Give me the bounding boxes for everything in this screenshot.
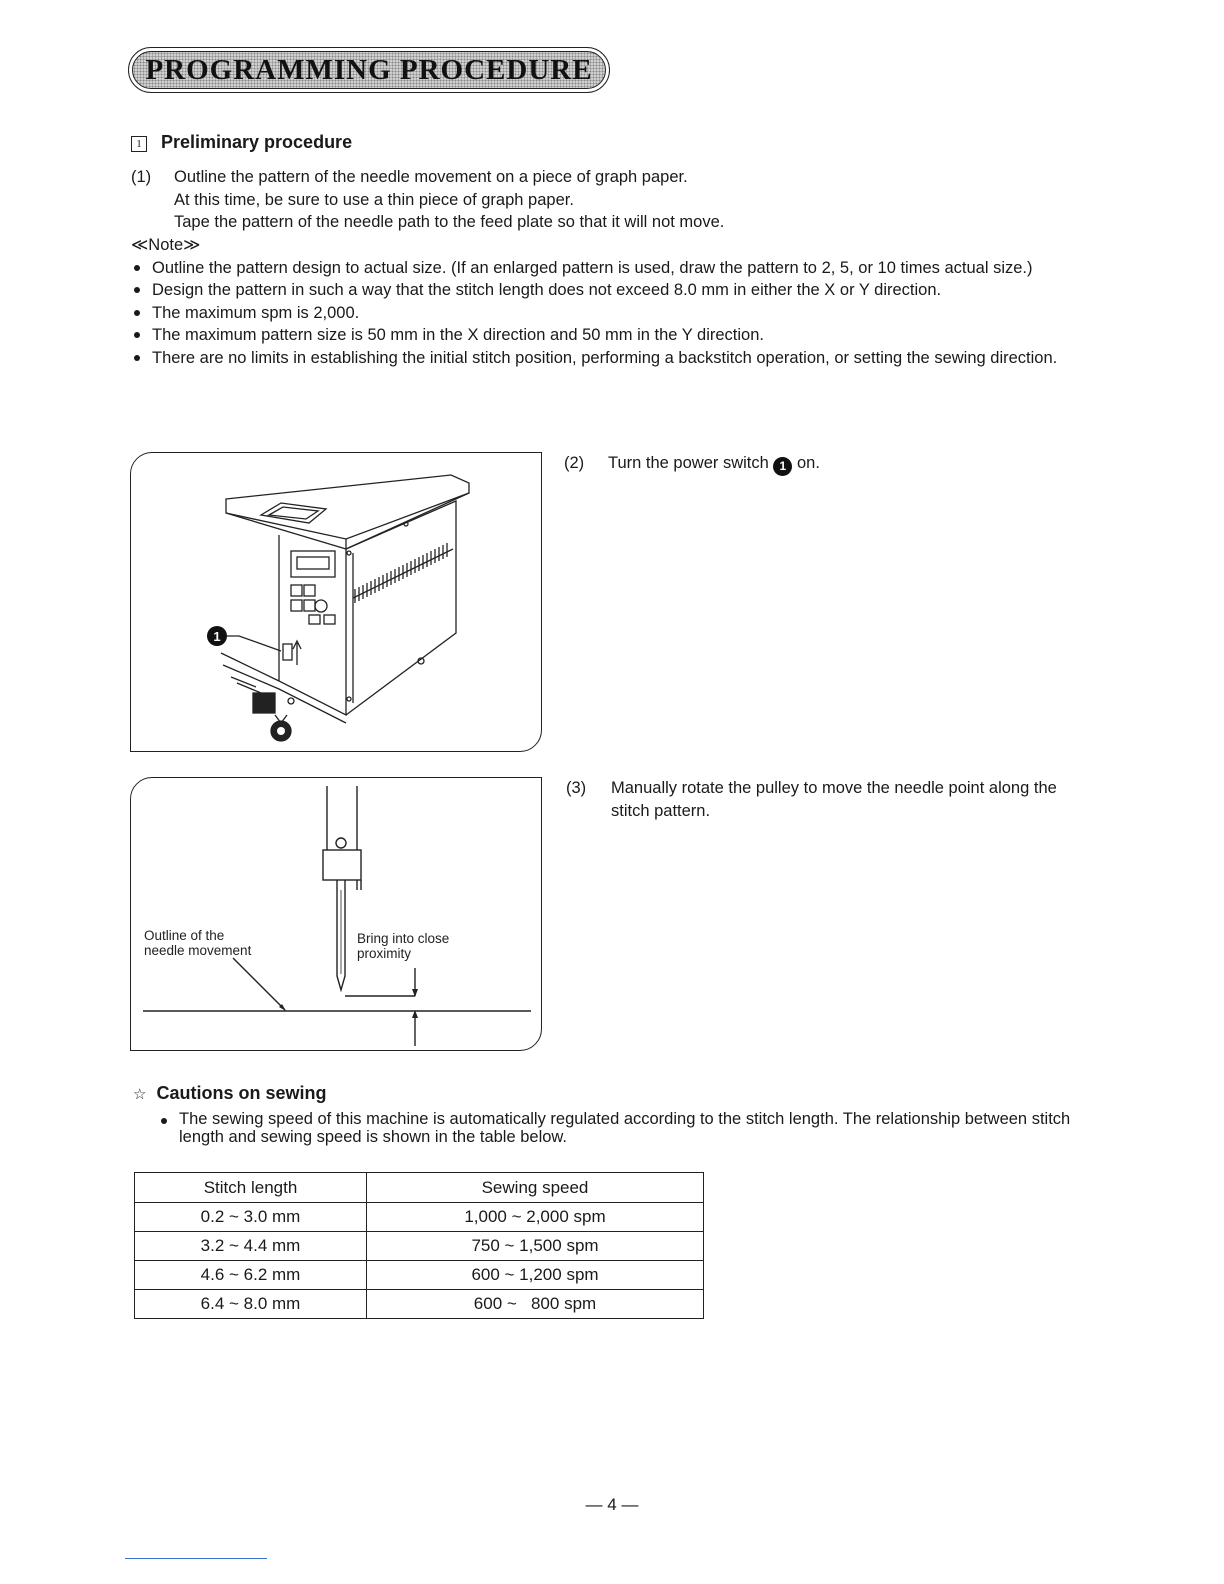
step-1-line-3: Tape the pattern of the needle path to the feed plate so that it will not move. [174,213,725,231]
star-icon: ☆ [133,1086,147,1103]
title-banner [128,47,610,93]
section-heading [131,132,352,153]
section-heading-text: Preliminary procedure [161,132,353,152]
needle-illustration [131,778,540,1049]
note-block [131,234,1091,369]
note-item: Design the pattern in such a way that the stitch length does not exceed 8.0 mm in either the X or Y direction. [131,279,1091,302]
label-outline-line-1: Outline of the [144,928,225,943]
speed-table [134,1172,704,1319]
figure-power-switch [130,452,542,752]
table-row [135,1203,704,1232]
step-2-text-end: on. [796,454,820,472]
table-cell: 4.6 ~ 6.2 mm [135,1261,367,1290]
cautions-heading-text: Cautions on sewing [156,1083,327,1103]
table-row [135,1232,704,1261]
table-cell: 600 ~ 1,200 spm [367,1261,704,1290]
table-header-row [135,1173,704,1203]
table-cell: 1,000 ~ 2,000 spm [367,1203,704,1232]
title-banner-inner [132,51,606,89]
table-header-sewing-speed: Sewing speed [367,1173,704,1203]
cautions-item: The sewing speed of this machine is automatically regulated according to the stitch length. The relationship between stitch length and sewing speed is shown in the table below. [158,1110,1098,1146]
note-item: The maximum spm is 2,000. [131,302,1091,325]
table-row [135,1290,704,1319]
page-title: PROGRAMMING PROCEDURE [145,53,593,86]
machine-cabinet-illustration [131,453,540,750]
note-item: Outline the pattern design to actual size. (If an enlarged pattern is used, draw the pattern to 2, 5, or 10 times actual size.) [131,257,1091,280]
step-2-number: (2) [564,454,585,472]
step-1-number: (1) [131,168,152,186]
label-proximity-line-1: Bring into close [357,931,450,946]
table-cell: 6.4 ~ 8.0 mm [135,1290,367,1319]
footer-rule [125,1558,267,1559]
step-3 [566,777,1096,822]
vent-slots [355,543,447,603]
table-cell: 3.2 ~ 4.4 mm [135,1232,367,1261]
note-item: There are no limits in establishing the initial stitch position, performing a backstitch operation, or setting the sewing direction. [131,347,1091,370]
table-cell: 0.2 ~ 3.0 mm [135,1203,367,1232]
step-3-text: Manually rotate the pulley to move the needle point along the stitch pattern. [611,779,1057,820]
figure-needle-movement [130,777,542,1051]
power-switch-marker-label: 1 [779,459,787,473]
table-header-stitch-length: Stitch length [135,1173,367,1203]
step-1-line-1: Outline the pattern of the needle movement on a piece of graph paper. [174,168,688,186]
label-proximity-line-2: proximity [357,946,412,961]
cautions-heading [133,1083,326,1104]
note-item: The maximum pattern size is 50 mm in the X direction and 50 mm in the Y direction. [131,324,1091,347]
callout-marker-label: 1 [213,629,221,644]
page-number: — 4 — [585,1495,639,1514]
label-outline-line-2: needle movement [144,943,252,958]
step-1 [131,166,1091,234]
step-3-number: (3) [566,779,587,797]
step-1-line-2: At this time, be sure to use a thin piece of graph paper. [174,190,574,209]
cautions-body [158,1110,1098,1146]
table-cell: 750 ~ 1,500 spm [367,1232,704,1261]
power-switch-marker-icon [773,457,792,476]
table-cell: 600 ~ 800 spm [367,1290,704,1319]
step-2-text: Turn the power switch [608,454,769,472]
note-label: ≪Note≫ [131,236,201,254]
section-number-box: 1 [131,136,147,152]
step-2 [564,452,1084,476]
table-row [135,1261,704,1290]
